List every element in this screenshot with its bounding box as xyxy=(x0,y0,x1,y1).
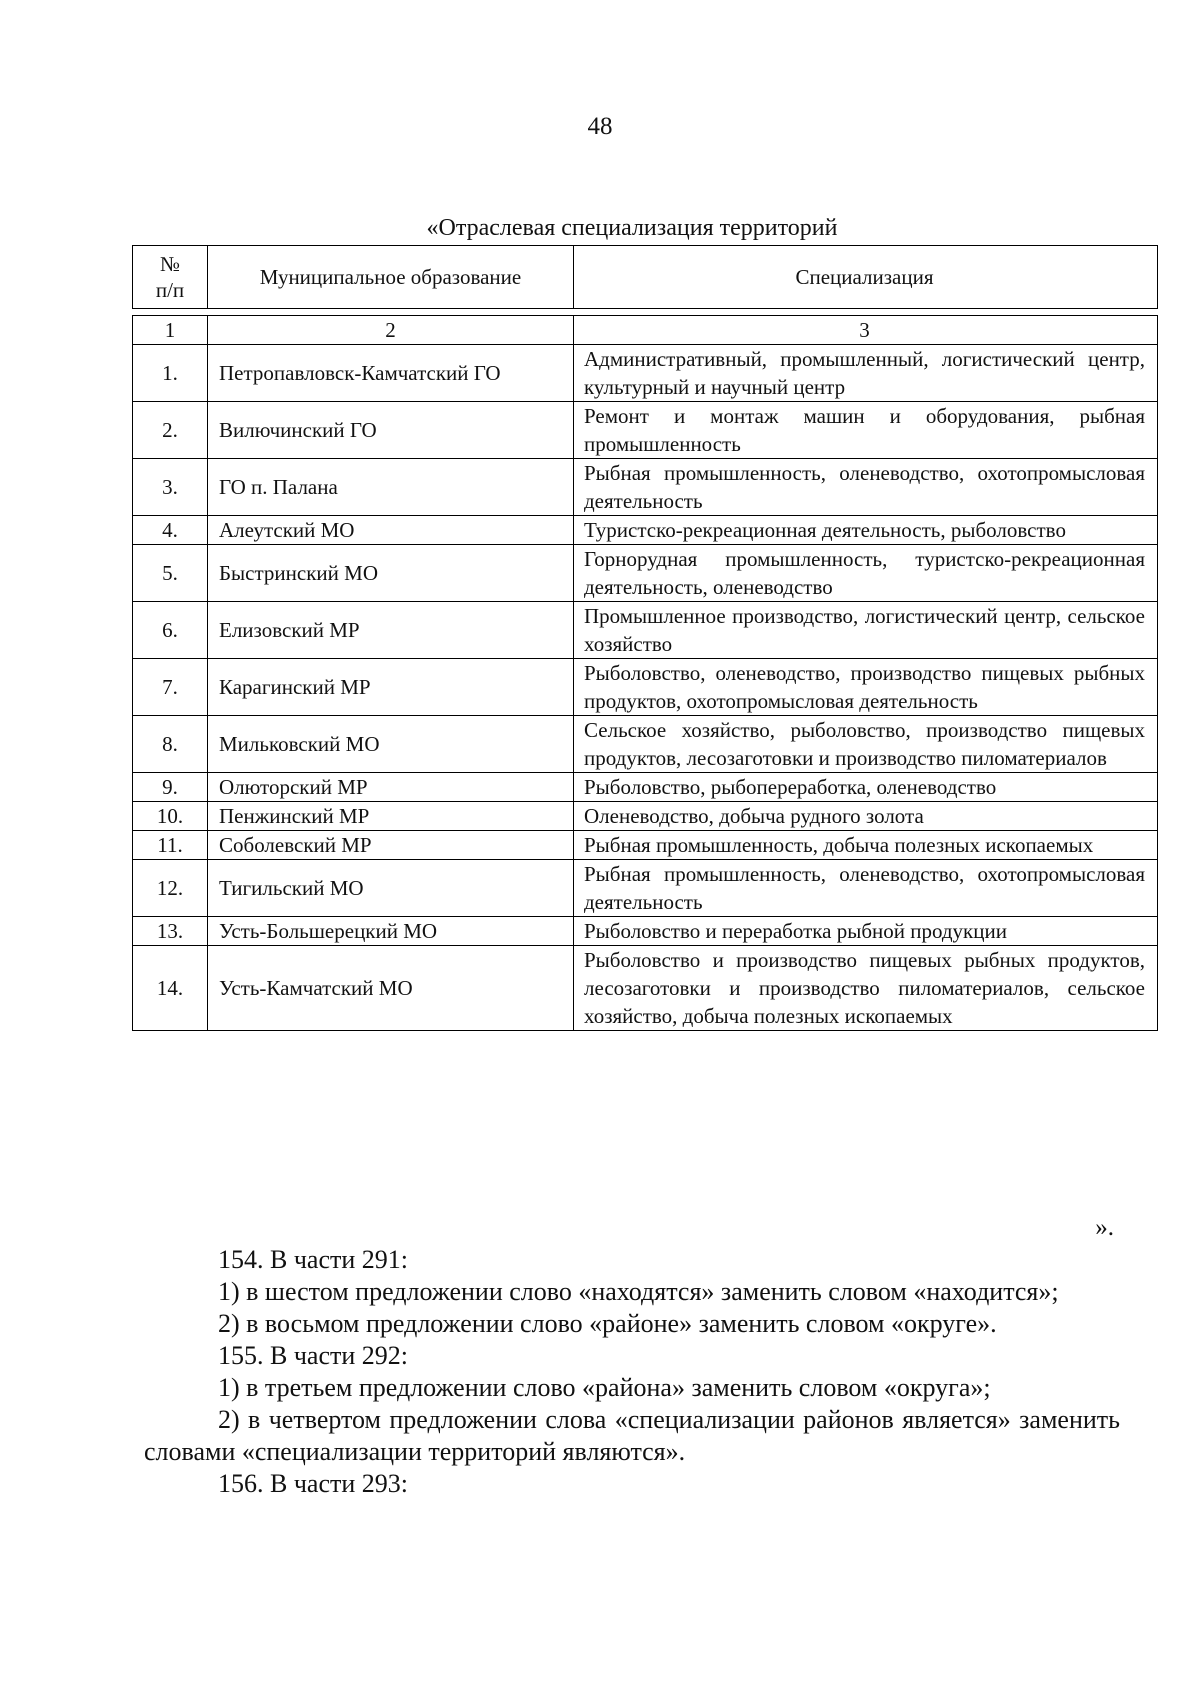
row-municipality: Пенжинский МР xyxy=(208,802,574,831)
column-number-row xyxy=(133,316,1158,345)
header-municipality: Муниципальное образование xyxy=(208,246,574,309)
row-number: 7. xyxy=(133,659,208,716)
table-title: «Отраслевая специализация территорий xyxy=(426,215,838,241)
row-specialization: Рыбная промышленность, оленеводство, охотопромысловая деятельность xyxy=(574,459,1158,516)
row-municipality: Усть-Большерецкий МО xyxy=(208,917,574,946)
row-municipality: Елизовский МР xyxy=(208,602,574,659)
header-specialization: Специализация xyxy=(574,246,1158,309)
row-number: 6. xyxy=(133,602,208,659)
row-number: 11. xyxy=(133,831,208,860)
row-number: 14. xyxy=(133,946,208,1031)
row-number: 8. xyxy=(133,716,208,773)
row-municipality: Карагинский МР xyxy=(208,659,574,716)
row-municipality: Усть-Камчатский МО xyxy=(208,946,574,1031)
row-specialization: Сельское хозяйство, рыболовство, производство пищевых продуктов, лесозаготовки и производство пиломатериалов xyxy=(574,716,1158,773)
row-municipality: Алеутский МО xyxy=(208,516,574,545)
row-specialization: Оленеводство, добыча рудного золота xyxy=(574,802,1158,831)
table-row xyxy=(133,402,1158,459)
row-number: 1. xyxy=(133,345,208,402)
column-number: 2 xyxy=(208,316,574,345)
row-municipality: Быстринский МО xyxy=(208,545,574,602)
row-number: 5. xyxy=(133,545,208,602)
table-row xyxy=(133,860,1158,917)
table-row xyxy=(133,459,1158,516)
table-row xyxy=(133,545,1158,602)
page-number: 48 xyxy=(587,113,613,140)
row-specialization: Промышленное производство, логистический центр, сельское хозяйство xyxy=(574,602,1158,659)
row-number: 3. xyxy=(133,459,208,516)
row-municipality: Мильковский МО xyxy=(208,716,574,773)
paragraph: 1) в шестом предложении слово «находятся» заменить словом «находится»; xyxy=(218,1277,1059,1306)
row-specialization: Рыболовство, оленеводство, производство пищевых рыбных продуктов, охотопромысловая деятельность xyxy=(574,659,1158,716)
row-specialization: Рыбная промышленность, добыча полезных ископаемых xyxy=(574,831,1158,860)
row-municipality: Олюторский МР xyxy=(208,773,574,802)
row-number: 13. xyxy=(133,917,208,946)
table-row xyxy=(133,345,1158,402)
table-row xyxy=(133,831,1158,860)
table-row xyxy=(133,802,1158,831)
paragraph: 2) в восьмом предложении слово «районе» заменить словом «округе». xyxy=(218,1309,997,1338)
specialization-table xyxy=(132,315,1158,1031)
paragraph: 155. В части 292: xyxy=(218,1341,408,1370)
row-municipality: Соболевский МР xyxy=(208,831,574,860)
table-row xyxy=(133,659,1158,716)
paragraph: 1) в третьем предложении слово «района» заменить словом «округа»; xyxy=(218,1373,991,1402)
row-specialization: Административный, промышленный, логистический центр, культурный и научный центр xyxy=(574,345,1158,402)
paragraph: 2) в четвертом предложении слова «специализации районов является» заменить словами «специализации территорий являются». xyxy=(144,1405,1120,1466)
row-specialization: Рыболовство и переработка рыбной продукции xyxy=(574,917,1158,946)
row-specialization: Горнорудная промышленность, туристско-рекреационная деятельность, оленеводство xyxy=(574,545,1158,602)
table-row xyxy=(133,716,1158,773)
paragraph: 154. В части 291: xyxy=(218,1245,408,1274)
table-row xyxy=(133,602,1158,659)
column-number: 3 xyxy=(574,316,1158,345)
header-num: № п/п xyxy=(133,246,208,309)
row-number: 9. xyxy=(133,773,208,802)
row-specialization: Туристско-рекреационная деятельность, рыболовство xyxy=(574,516,1158,545)
row-municipality: Петропавловск-Камчатский ГО xyxy=(208,345,574,402)
row-number: 2. xyxy=(133,402,208,459)
table-row xyxy=(133,773,1158,802)
column-number: 1 xyxy=(133,316,208,345)
table-close-quote: ». xyxy=(1095,1214,1114,1241)
row-specialization: Рыболовство и производство пищевых рыбных продуктов, лесозаготовки и производство пиломатериалов, сельское хозяйство, добыча полезных ископаемых xyxy=(574,946,1158,1031)
amendment-text xyxy=(144,1244,1120,1500)
row-specialization: Рыбная промышленность, оленеводство, охотопромысловая деятельность xyxy=(574,860,1158,917)
paragraph: 156. В части 293: xyxy=(218,1469,408,1498)
table-row xyxy=(133,516,1158,545)
row-specialization: Ремонт и монтаж машин и оборудования, рыбная промышленность xyxy=(574,402,1158,459)
table-row xyxy=(133,946,1158,1031)
row-number: 4. xyxy=(133,516,208,545)
row-specialization: Рыболовство, рыбопереработка, оленеводство xyxy=(574,773,1158,802)
table-row xyxy=(133,917,1158,946)
row-municipality: Вилючинский ГО xyxy=(208,402,574,459)
row-municipality: Тигильский МО xyxy=(208,860,574,917)
table-header xyxy=(132,245,1158,309)
row-municipality: ГО п. Палана xyxy=(208,459,574,516)
row-number: 12. xyxy=(133,860,208,917)
row-number: 10. xyxy=(133,802,208,831)
